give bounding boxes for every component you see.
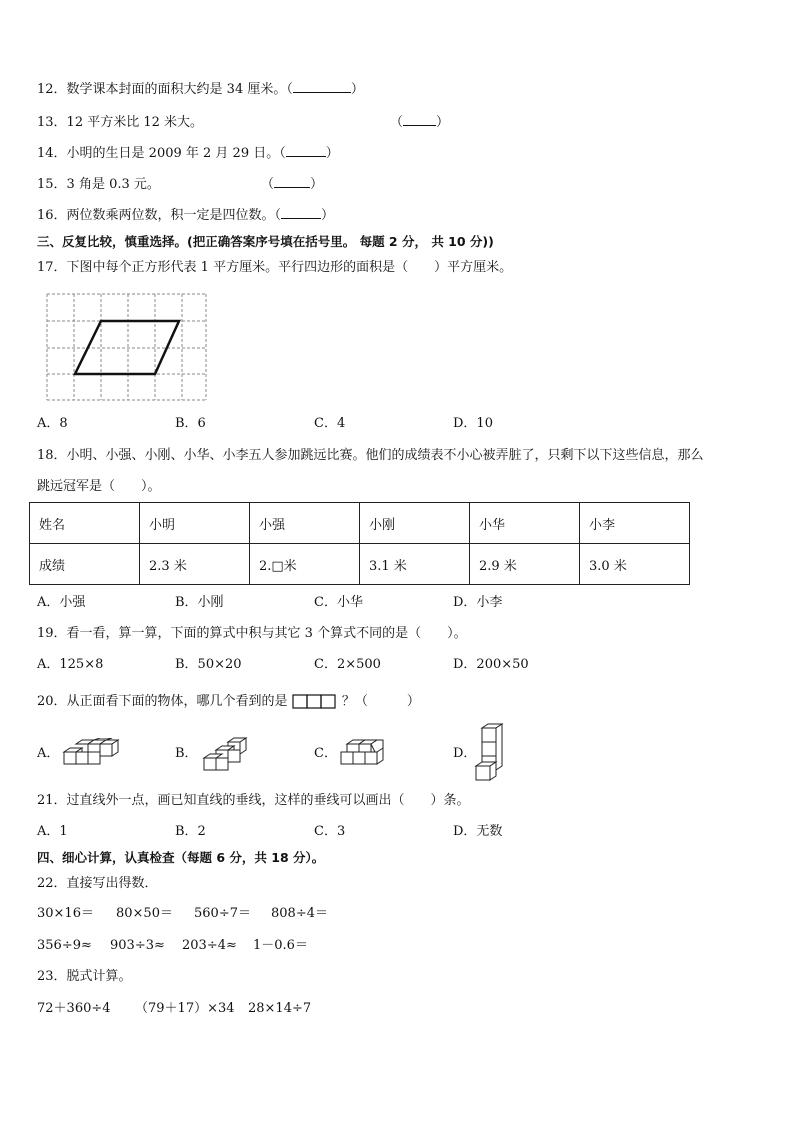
table-header-cell: 小华 [470, 503, 580, 544]
answer-blank[interactable] [293, 80, 351, 93]
table-cell: 3.1 米 [360, 544, 470, 585]
answer-blank[interactable] [286, 144, 326, 157]
question-20-text: 20．从正面看下面的物体，哪几个看到的是 [37, 694, 288, 709]
question-12 [37, 80, 364, 100]
question-12-text: 12．数学课本封面的面积大约是 34 厘米。（ [37, 82, 293, 97]
q19-option-c[interactable]: C．2×500 [314, 657, 381, 672]
q17-option-a[interactable]: A．8 [37, 416, 68, 431]
table-header-cell: 姓名 [30, 503, 140, 544]
calc-item: 356÷9≈ [37, 938, 92, 953]
q17-option-c[interactable]: C．4 [314, 416, 346, 431]
question-16 [37, 206, 334, 226]
question-20 [37, 692, 420, 712]
paren-close: ） [436, 115, 450, 130]
q19-option-d[interactable]: D．200×50 [453, 657, 529, 672]
question-15-answer [261, 175, 323, 195]
cube-stack-b-icon [200, 736, 256, 772]
table-row [30, 544, 690, 585]
q20-option-d[interactable]: D． [453, 746, 477, 761]
table-row [30, 503, 690, 544]
score-table [29, 502, 690, 585]
three-squares-view-icon [292, 694, 338, 709]
question-16-text: 16．两位数乘两位数，积一定是四位数。（ [37, 208, 282, 223]
answer-blank[interactable] [403, 113, 436, 126]
question-18-line1: 18．小明、小强、小刚、小华、小李五人参加跳远比赛。他们的成绩表不小心被弄脏了，只剩下以下这些信息，那么 [37, 448, 704, 463]
question-13-answer [390, 113, 449, 133]
question-14 [37, 144, 339, 164]
question-19: 19．看一看，算一算，下面的算式中积与其它 3 个算式不同的是（ ）。 [37, 626, 467, 641]
calc-item: （79＋17）×34 [135, 1001, 235, 1016]
cube-stack-d-icon [474, 722, 506, 784]
question-13-text: 13．12 平方米比 12 米大。 [37, 115, 204, 130]
question-14-text: 14．小明的生日是 2009 年 2 月 29 日。（ [37, 146, 286, 161]
calc-item: 203÷4≈ [182, 938, 237, 953]
paren-close: ） [310, 177, 324, 192]
question-20-end: ？（ ） [341, 694, 420, 709]
q17-option-b[interactable]: B．6 [175, 416, 206, 431]
table-cell: 3.0 米 [580, 544, 690, 585]
grid-lines [47, 294, 206, 400]
table-header-cell: 小明 [140, 503, 250, 544]
q18-option-d[interactable]: D．小李 [453, 595, 503, 610]
paren-open: （ [390, 115, 404, 130]
table-cell: 2.3 米 [140, 544, 250, 585]
question-14-close: ） [325, 146, 339, 161]
table-header-cell: 小刚 [360, 503, 470, 544]
table-cell: 2.9 米 [470, 544, 580, 585]
calc-item: 560÷7＝ [194, 906, 251, 921]
question-12-close: ） [350, 82, 364, 97]
answer-blank[interactable] [274, 175, 310, 188]
calc-item: 1－0.6＝ [253, 938, 308, 953]
question-21: 21．过直线外一点，画已知直线的垂线，这样的垂线可以画出（ ）条。 [37, 793, 470, 808]
question-15-text: 15．3 角是 0.3 元。 [37, 177, 160, 192]
calc-item: 72＋360÷4 [37, 1001, 111, 1016]
question-17: 17．下图中每个正方形代表 1 平方厘米。平行四边形的面积是（ ）平方厘米。 [37, 260, 513, 275]
section-4-title: 四、细心计算，认真检查（每题 6 分，共 18 分）。 [37, 850, 325, 865]
paren-open: （ [261, 177, 275, 192]
q18-option-a[interactable]: A．小强 [37, 595, 86, 610]
q21-option-d[interactable]: D．无数 [453, 824, 503, 839]
table-cell: 成绩 [30, 544, 140, 585]
q21-option-a[interactable]: A．1 [37, 824, 68, 839]
q21-option-b[interactable]: B．2 [175, 824, 206, 839]
calc-item: 80×50＝ [116, 906, 173, 921]
table-cell: 2.□米 [250, 544, 360, 585]
q20-option-b[interactable]: B． [175, 746, 198, 761]
q18-option-b[interactable]: B．小刚 [175, 595, 224, 610]
q20-option-a[interactable]: A． [37, 746, 60, 761]
question-15 [37, 175, 324, 195]
q21-option-c[interactable]: C．3 [314, 824, 346, 839]
question-23: 23．脱式计算。 [37, 969, 132, 984]
question-13 [37, 113, 450, 133]
calc-item: 28×14÷7 [248, 1001, 312, 1016]
calc-item: 808÷4＝ [271, 906, 328, 921]
calc-item: 30×16＝ [37, 906, 94, 921]
q19-option-a[interactable]: A．125×8 [37, 657, 104, 672]
table-header-cell: 小李 [580, 503, 690, 544]
table-header-cell: 小强 [250, 503, 360, 544]
question-16-close: ） [321, 208, 335, 223]
question-22: 22．直接写出得数． [37, 876, 158, 891]
q20-option-c[interactable]: C． [314, 746, 337, 761]
q19-option-b[interactable]: B．50×20 [175, 657, 242, 672]
section-3-title: 三、反复比较，慎重选择。(把正确答案序号填在括号里。 每题 2 分， 共 10 分)) [37, 234, 494, 249]
parallelogram-grid-figure [45, 292, 209, 404]
calc-item: 903÷3≈ [110, 938, 165, 953]
q17-option-d[interactable]: D．10 [453, 416, 493, 431]
cube-stack-c-icon [339, 738, 391, 770]
q18-option-c[interactable]: C．小华 [314, 595, 363, 610]
answer-blank[interactable] [281, 206, 321, 219]
cube-stack-a-icon [62, 738, 122, 770]
question-18-line2: 跳远冠军是（ ）。 [37, 479, 161, 494]
